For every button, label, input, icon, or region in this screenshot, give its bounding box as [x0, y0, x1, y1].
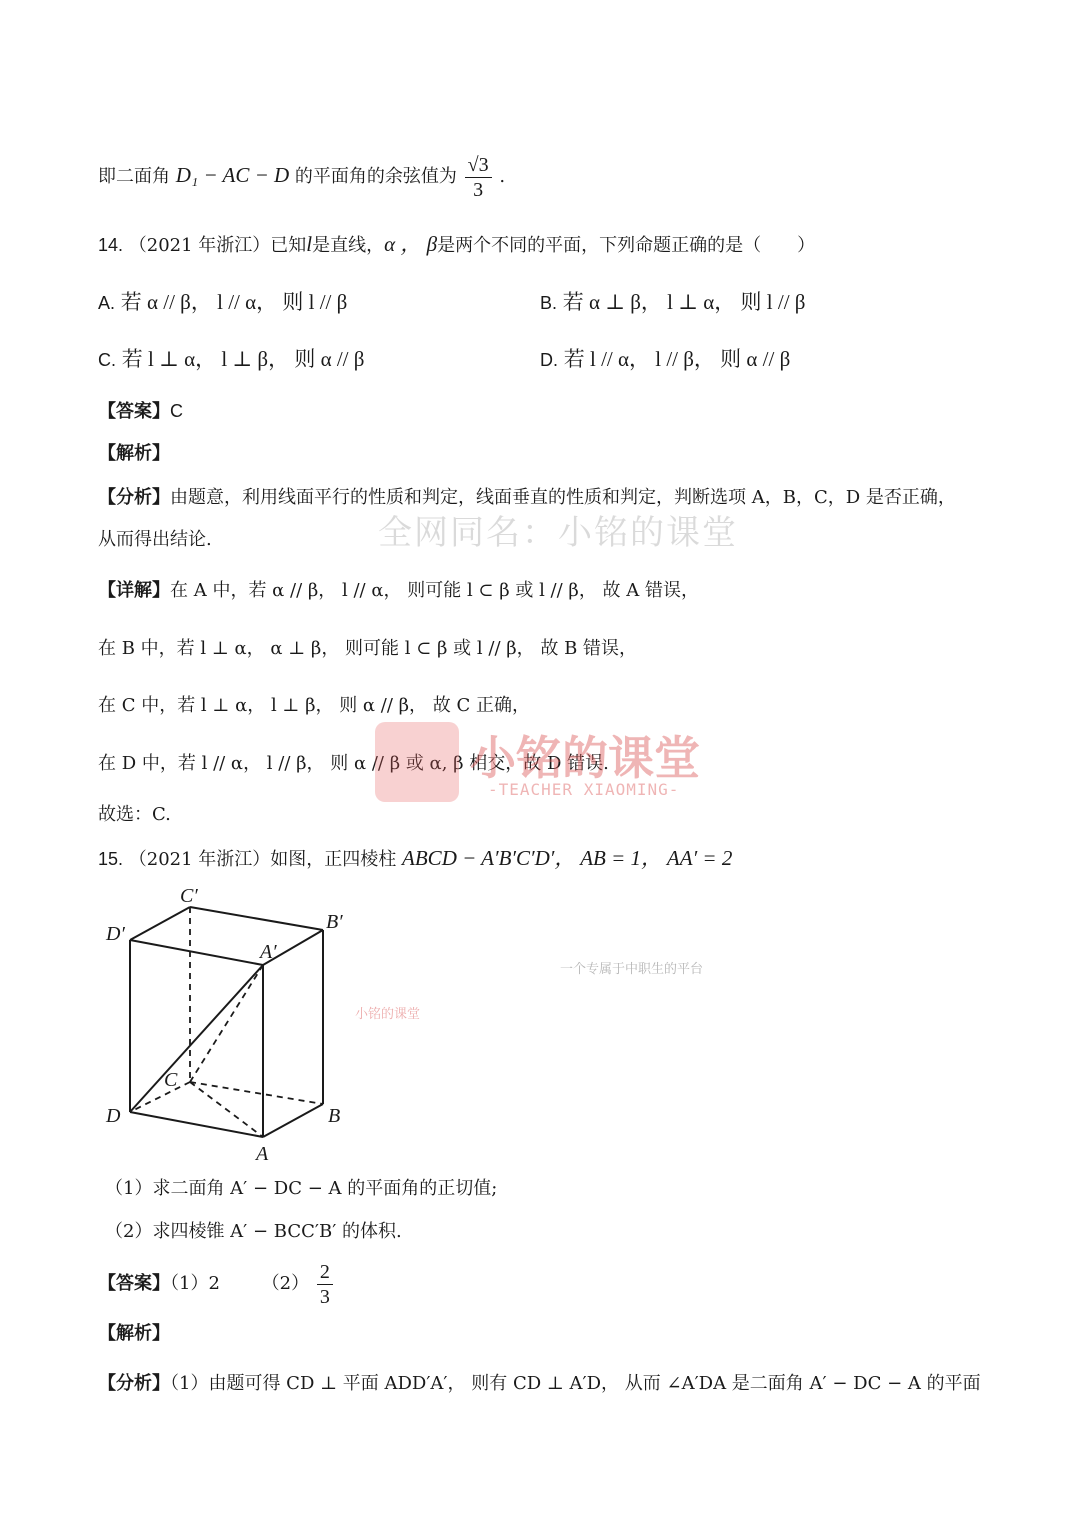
question-14 [98, 231, 815, 259]
answer-tag: 【答案】 [98, 401, 170, 422]
part1-text: （1）求二面角 A′ − DC − A 的平面角的正切值; [105, 1178, 498, 1199]
detail-text-3: 在 C 中，若 l ⊥ α， l ⊥ β， 则 α // β， 故 C 正确， [98, 695, 530, 716]
hidden-edge-CD [130, 1082, 190, 1112]
option-a [98, 289, 347, 317]
q15-part1 [105, 1176, 497, 1202]
fenxi-14-line2 [98, 527, 212, 553]
text-prefix: 即二面角 [98, 166, 170, 187]
answer-tag: 【答案】 [98, 1273, 170, 1294]
hidden-edge-CA1 [190, 965, 263, 1082]
question-source: （2021 年浙江） [128, 235, 271, 256]
edge-DA [130, 1112, 263, 1137]
detail-14-line1 [98, 578, 699, 604]
q14-var-l: l [306, 232, 313, 256]
period: . [499, 166, 506, 187]
fenxi-text: （1）由题可得 CD ⊥ 平面 ADD′A′， 则有 CD ⊥ A′D， 从而 ∠A′DA 是二面角 A′ − DC − A 的平面 [170, 1373, 981, 1394]
watermark-brand: 小铭的课堂 [470, 731, 700, 785]
fenxi-15 [98, 1371, 981, 1397]
fenxi-text-2: 从而得出结论. [98, 529, 212, 550]
q15-text: 如图，正四棱柱 [270, 849, 397, 870]
question-number: 14. [98, 235, 124, 255]
fenxi-tag: 【分析】 [98, 1373, 170, 1394]
fraction-numerator: 2 [317, 1260, 333, 1285]
question-number: 15. [98, 849, 124, 869]
option-c-text: 若 l ⊥ α， l ⊥ β， 则 α // β [121, 347, 365, 371]
fraction-sqrt3-over-3 [465, 153, 492, 202]
option-c-label: C. [98, 350, 116, 370]
prism-figure [100, 882, 360, 1167]
part2-text: （2）求四棱锥 A′ − BCC′B′ 的体积. [105, 1221, 402, 1242]
detail-14-line5 [98, 802, 171, 828]
label-C: C [164, 1069, 178, 1091]
option-d-text: 若 l // α， l // β， 则 α // β [563, 347, 791, 371]
option-b-text: 若 α ⊥ β， l ⊥ α， 则 l // β [562, 290, 806, 314]
analysis-15 [98, 1321, 170, 1347]
hidden-edge-CA [190, 1082, 263, 1137]
q15-part2 [105, 1219, 402, 1245]
label-A1: A′ [260, 941, 277, 963]
answer-14 [98, 398, 183, 425]
fenxi-14-line1 [98, 485, 956, 511]
hidden-edge-CB [190, 1082, 323, 1104]
edge-A1D [130, 965, 263, 1112]
watermark-slogan: 一个专属于中职生的平台 [560, 962, 704, 977]
label-A: A [256, 1143, 269, 1165]
q14-text-a: 已知 [270, 235, 307, 256]
fraction-denominator: 3 [319, 1285, 330, 1308]
detail-text-1: 在 A 中，若 α // β， l // α， 则可能 l ⊂ β 或 l // β， 故 A 错误， [170, 580, 699, 601]
label-B1: B′ [326, 911, 343, 933]
answer-part2-label: （2） [261, 1273, 310, 1294]
detail-text-5: 故选：C. [98, 804, 171, 825]
text-middle: 的平面角的余弦值为 [294, 166, 457, 187]
fenxi-tag: 【分析】 [98, 487, 170, 508]
option-b [540, 289, 805, 317]
answer-part1: （1）2 [170, 1273, 220, 1294]
analysis-tag: 【解析】 [98, 1323, 170, 1344]
detail-14-line2 [98, 636, 637, 662]
option-b-label: B. [540, 293, 558, 313]
option-d-label: D. [540, 350, 558, 370]
edge-A1D1 [130, 940, 263, 965]
option-a-label: A. [98, 293, 116, 313]
option-c [98, 346, 364, 374]
fraction-numerator: √3 [465, 153, 492, 178]
q14-text-c: 是两个不同的平面，下列命题正确的是（ ） [437, 235, 816, 256]
option-a-text: 若 α // β， l // α， 则 l // β [120, 290, 348, 314]
label-D: D [106, 1105, 121, 1127]
answer-15 [98, 1258, 335, 1310]
analysis-tag: 【解析】 [98, 443, 170, 464]
label-C1: C′ [180, 885, 198, 907]
answer-value: C [170, 401, 183, 421]
question-source: （2021 年浙江） [128, 849, 271, 870]
edge-AB [263, 1104, 323, 1137]
watermark-small-brand: 小铭的课堂 [355, 1007, 421, 1022]
label-D1: D′ [106, 923, 125, 945]
q14-alpha-beta: α ， β [384, 232, 438, 256]
fraction-denominator: 3 [473, 178, 484, 201]
dihedral-expr: D₁ − AC − D [175, 163, 290, 187]
label-B: B [328, 1105, 341, 1127]
watermark-text: 全网同名：小铭的课堂 [378, 513, 738, 553]
question-15 [98, 845, 732, 873]
fraction-2-over-3 [317, 1260, 333, 1309]
q14-text-b: 是直线， [312, 235, 385, 256]
edge-D1C1 [130, 907, 190, 940]
analysis-14 [98, 441, 170, 467]
watermark-subtitle: -TEACHER XIAOMING- [488, 780, 680, 799]
detail-14-line3 [98, 693, 530, 719]
q15-expr: ABCD − A′B′C′D′， AB = 1， AA′ = 2 [402, 846, 733, 870]
cosine-result-line [98, 150, 505, 202]
fenxi-text-1: 由题意，利用线面平行的性质和判定，线面垂直的性质和判定，判断选项 A，B，C，D 是否正确， [170, 487, 956, 508]
detail-tag: 【详解】 [98, 580, 170, 601]
detail-14-line4 [98, 751, 609, 777]
edge-C1B1 [190, 907, 323, 930]
detail-text-4: 在 D 中，若 l // α， l // β， 则 α // β 或 α, β 相交，故 D 错误. [98, 753, 609, 774]
detail-text-2: 在 B 中，若 l ⊥ α， α ⊥ β， 则可能 l ⊂ β 或 l // β， 故 B 错误， [98, 638, 638, 659]
option-d [540, 346, 790, 374]
